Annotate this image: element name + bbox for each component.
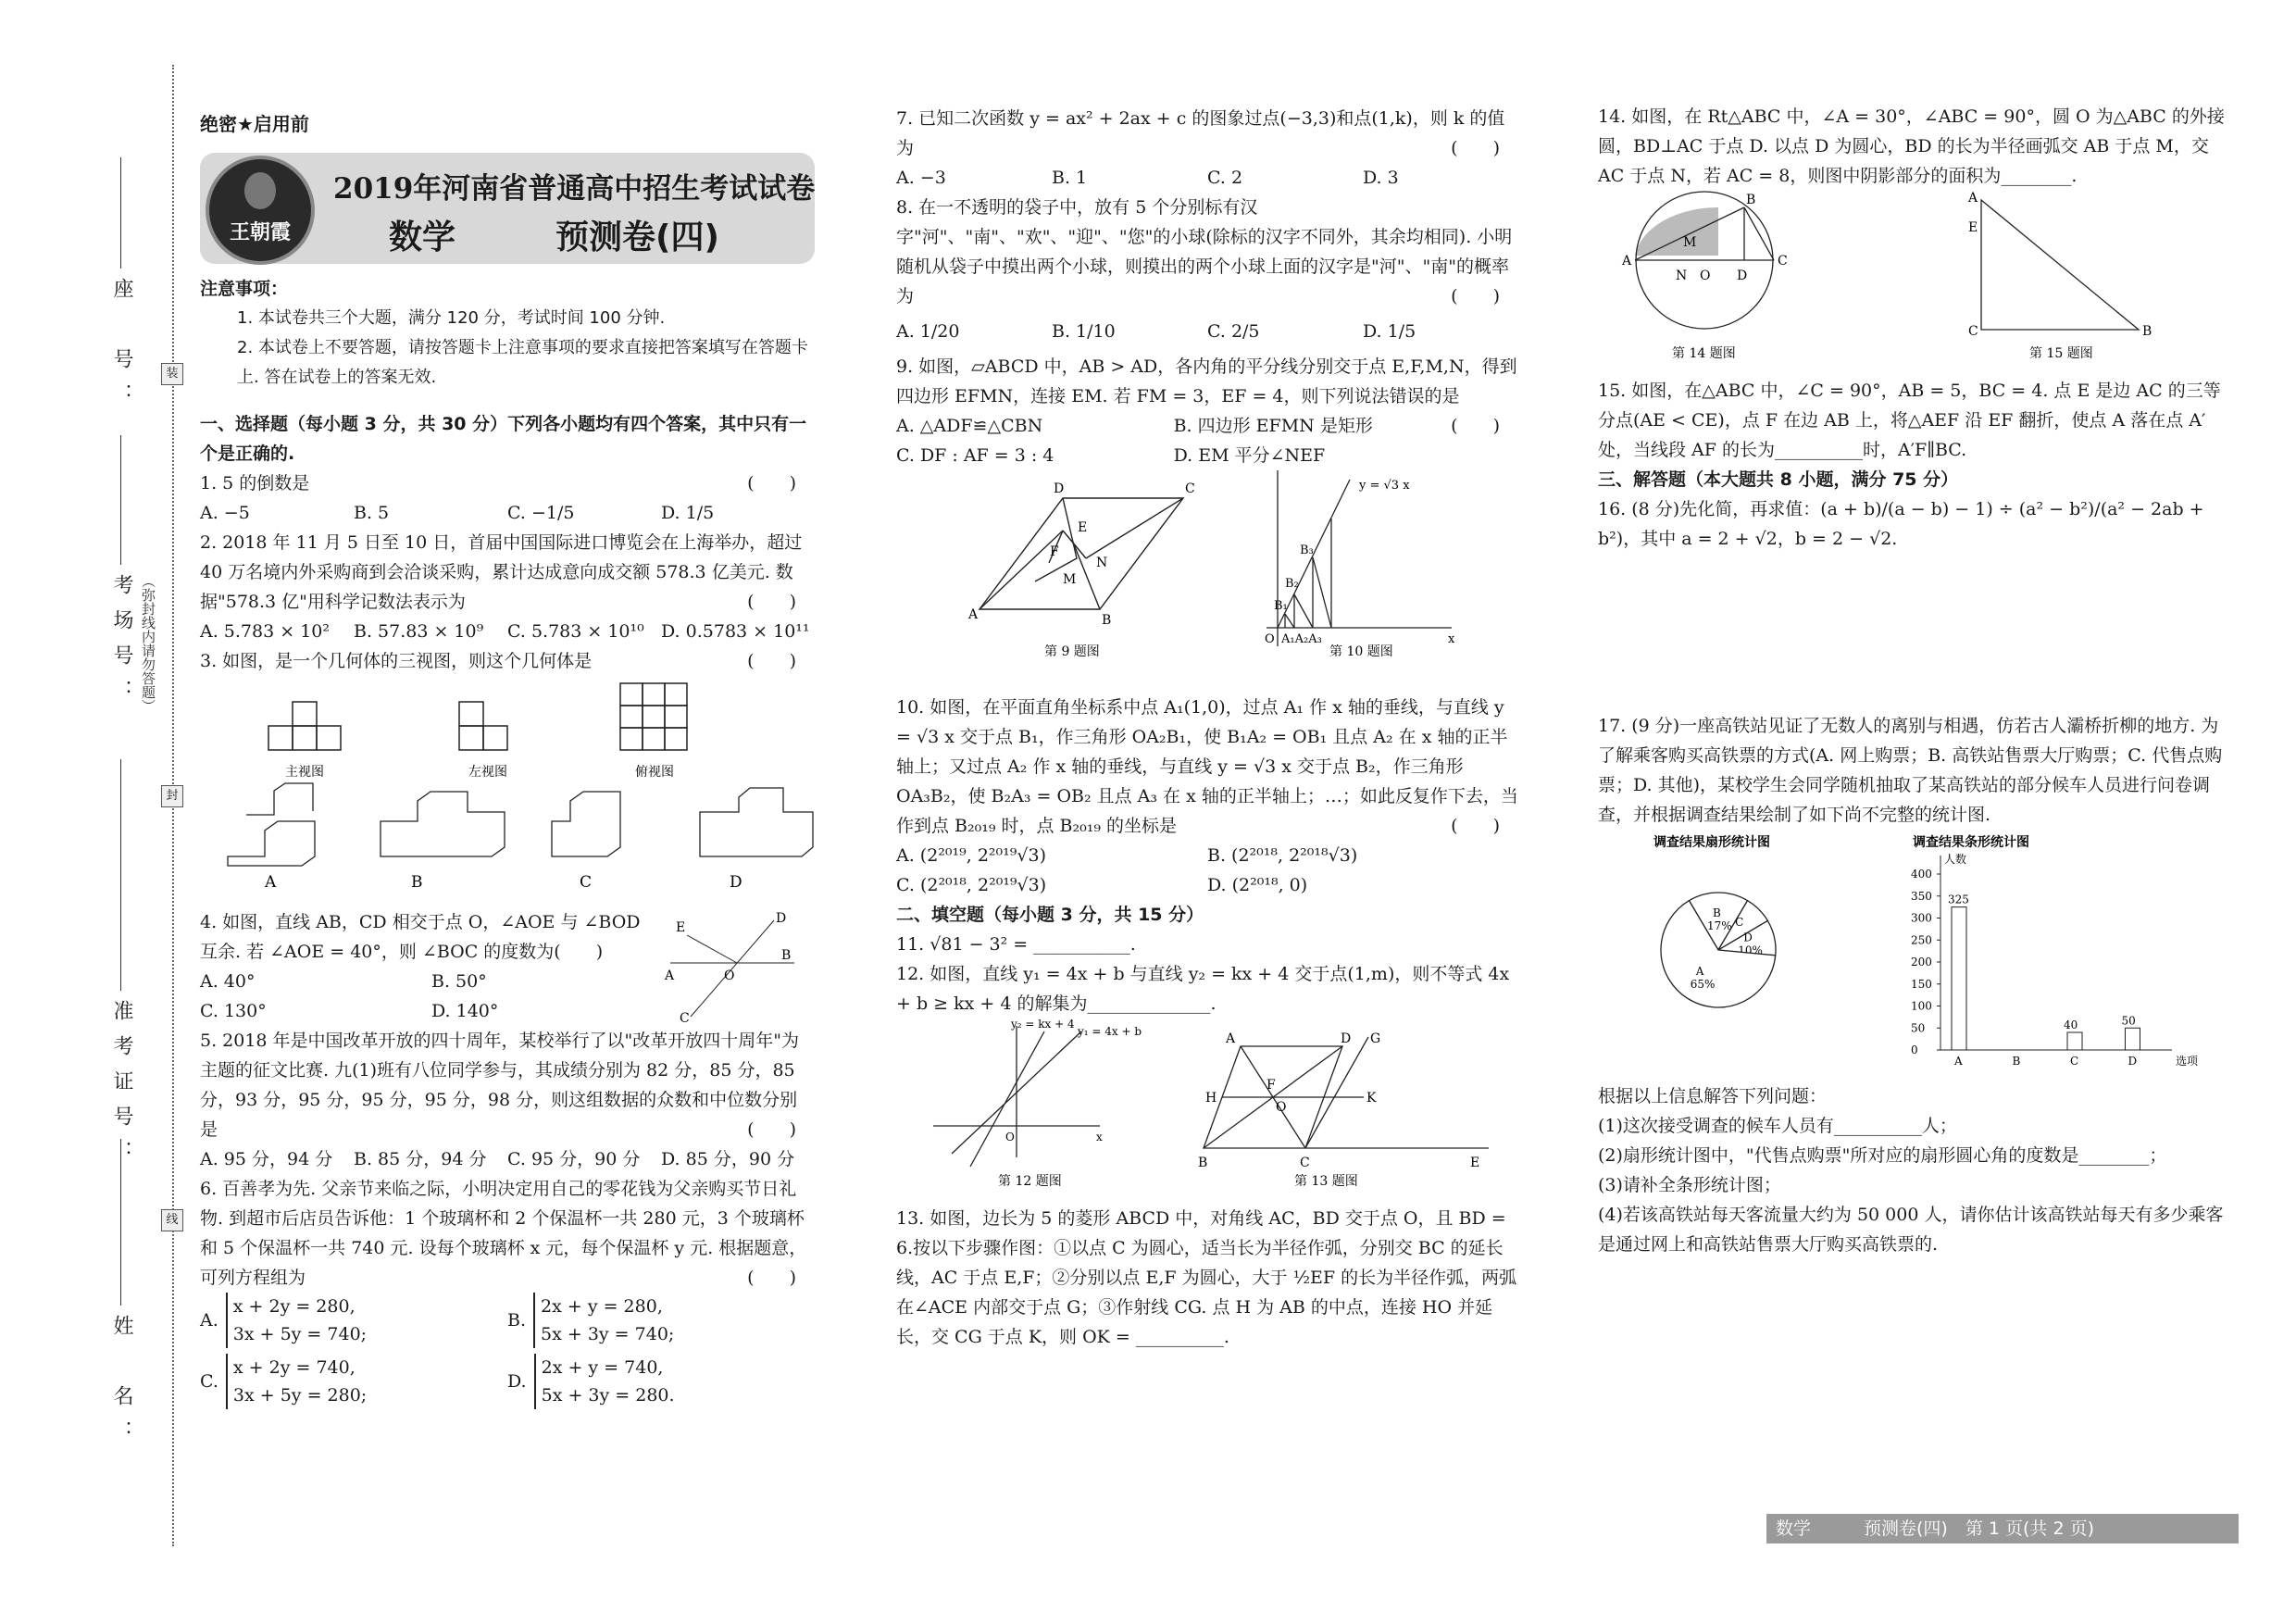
q5-option-c: C. 95 分，90 分 [507,1149,641,1169]
q6-options [200,1293,815,1409]
q15-figure [1981,200,2139,330]
svg-text:O: O [1265,632,1275,646]
q7-option-c: C. 2 [1207,168,1243,188]
q9-option-a: A. △ADF≌△CBN [896,416,1043,436]
q13-stem: 13. 如图，边长为 5 的菱形 ABCD 中，对角线 AC，BD 交于点 O，且 BD = 6.按以下步骤作图：①以点 C 为圆心，适当长为半径作弧，分别交 BC 的延长线，AC 于点 E,F；②分别以点 E,F 为圆心，大于 ½EF 的长为半径作弧，两弧在∠ACE 内部交于点 G；③作射线 CG. 点 H 为 AB 的中点，连接 HO 并延长，交 CG 于点 K，则 OK = __________. [896,1208,1517,1347]
notice-title: 注意事项： [200,279,289,299]
q6-option-c: C. x + 2y = 740, 3x + 5y = 280; [200,1354,507,1409]
bar-y-tick-label: 250 [1911,933,1932,947]
q2-option-c: C. 5.783 × 10¹⁰ [507,621,644,642]
q10-option-a: A. (2²⁰¹⁹, 2²⁰¹⁹√3) [896,845,1047,866]
q15-caption: 第 15 题图 [2029,346,2093,361]
q8-options [896,317,1518,346]
q5-option-a: A. 95 分，94 分 [200,1149,333,1169]
svg-text:x: x [1448,632,1455,646]
svg-text:C: C [1778,254,1788,269]
svg-text:D: D [776,911,787,926]
notice-item-2: 2. 本试卷上不要答题，请按答题卡上注意事项的要求直接把答案填写在答题卡上. 答在试卷上的答案无效. [237,338,808,387]
section-1-title: 一、选择题（每小题 3 分，共 30 分）下列各小题均有四个答案，其中只有一个是正确的. [200,414,807,464]
bar-category-b: B [2012,1055,2021,1068]
svg-text:B₁: B₁ [1274,599,1288,613]
svg-text:G: G [1370,1031,1381,1046]
q3-option-a: A [265,873,277,892]
q3-figure [200,676,815,898]
q7-option-d: D. 3 [1363,168,1399,188]
svg-text:H: H [1205,1091,1217,1106]
q3-left-label: 左视图 [468,765,507,780]
svg-text:D: D [1737,269,1748,283]
q5-options [200,1144,815,1174]
notice-item-1: 1. 本试卷共三个大题，满分 120 分，考试时间 100 分钟. [237,308,666,328]
bar-c [2067,1032,2082,1050]
q16-stem: 16. (8 分)先化简，再求值：(a + b)/(a − b) − 1) ÷ (a² − b²)/(a² − 2ab + b²)，其中 a = 2 + √2，b = 2 − √2. [1598,499,2204,549]
q17-sub-3: (3)请补全条形统计图； [1598,1175,1781,1195]
q12-caption: 第 12 题图 [998,1174,1062,1189]
svg-text:E: E [676,920,686,935]
q10-option-c: C. (2²⁰¹⁸, 2²⁰¹⁹√3) [896,875,1047,895]
pie-value-b: 17% [1707,918,1732,932]
name-line [120,1139,121,1306]
q4-stem: 4. 如图，直线 AB，CD 相交于点 O，∠AOE 与 ∠BOD 互余. 若 ∠AOE = 40°，则 ∠BOC 的度数为( ) [200,912,641,962]
bar-y-tick-label: 50 [1911,1021,1926,1035]
q4-option-c: C. 130° [200,1001,267,1021]
svg-text:K: K [1366,1091,1377,1106]
svg-text:O: O [724,968,735,983]
q3-left-view [459,702,507,750]
column-1 [200,274,815,1409]
q5-option-d: D. 85 分，90 分 [661,1149,795,1169]
svg-text:E: E [1968,220,1978,235]
q1-option-a: A. −5 [200,503,250,523]
q6-option-b: B. 2x + y = 280, 5x + 3y = 740; [507,1293,815,1348]
svg-text:B₂: B₂ [1285,577,1299,591]
q7-options [896,163,1518,193]
mark-zhuang: 装 [161,363,183,385]
q7-stem: 7. 已知二次函数 y = ax² + 2ax + c 的图象过点(−3,3)和点(1,k)，则 k 的值为 ( ) [896,108,1505,158]
seat-line [120,157,121,269]
q1-option-b: B. 5 [354,503,390,523]
mark-feng: 封 [161,785,183,807]
pie-label-d: D [1743,931,1753,944]
svg-text:N: N [1676,269,1688,283]
svg-text:F: F [1050,544,1059,559]
q13-caption: 第 13 题图 [1294,1174,1358,1189]
bar-value-a: 325 [1948,893,1969,906]
q11-stem: 11. √81 − 3² = ___________. [896,934,1136,955]
pie-value-a: 65% [1690,977,1716,991]
q2-option-a: A. 5.783 × 10² [200,621,330,642]
q12-figure [933,1026,1100,1167]
q17-intro: 根据以上信息解答下列问题： [1598,1086,1828,1106]
q2-options [200,617,815,646]
svg-text:O: O [1005,1131,1015,1143]
q7-option-a: A. −3 [896,168,946,188]
bar-chart-title: 调查结果条形统计图 [1913,835,2029,850]
svg-text:D: D [1054,481,1065,496]
svg-text:A: A [665,968,675,983]
svg-text:O: O [1276,1100,1287,1115]
svg-text:B: B [781,948,792,963]
secret-label: 绝密★启用前 [200,113,309,135]
column-2 [896,104,1518,1352]
q9-option-d: D. EM 平分∠NEF [1173,445,1326,466]
section-2-title: 二、填空题（每小题 3 分，共 15 分） [896,905,1204,925]
q12-labels [1005,1018,1142,1143]
q10-figure [1267,470,1452,646]
q15-stem: 15. 如图，在△ABC 中，∠C = 90°，AB = 5，BC = 4. 点 E 是边 AC 的三等分点(AE < CE)，点 F 在边 AB 上，将△AEF 沿 EF 翻折，使点 A 落在点 A′处，当线段 AF 的长为__________时，A′F∥BC. [1598,381,2221,460]
svg-text:y = √3 x: y = √3 x [1359,479,1410,493]
q8-stem: 8. 在一不透明的袋子中，放有 5 个分别标有汉字"河"、"南"、"欢"、"迎"、"您"的小球(除标的汉字不同外，其余均相同). 小明随机从袋子中摸出两个小球，则摸出的两个小球上面的汉字是"河"、"南"的概率为 ( ) [896,197,1513,306]
q10-stem: 10. 如图，在平面直角坐标系中点 A₁(1,0)，过点 A₁ 作 x 轴的垂线，与直线 y = √3 x 交于点 B₁，作三角形 OA₂B₁，使 B₁A₂ = OB₁ 且点 A₂ 在 x 轴的正半轴上；又过点 A₂ 作 x 轴的垂线，与直线 y = √3 x 交于点 B₂，作三角形 OA₃B₂，使 B₂A₃ = OB₂ 且点 A₃ 在 x 轴的正半轴上；…；如此反复作下去，当作到点 B₂₀₁₉ 时，点 B₂₀₁₉ 的坐标是 ( ) [896,697,1518,836]
q1-options [200,498,815,528]
q14-caption: 第 14 题图 [1672,346,1736,361]
q9-option-c: C. DF : AF = 3 : 4 [896,445,1054,466]
q12-stem: 12. 如图，直线 y₁ = 4x + b 与直线 y₂ = kx + 4 交于点(1,m)，则不等式 4x + b ≥ kx + 4 的解集为______________. [896,964,1510,1014]
q17-sub-2: (2)扇形统计图中，"代售点购票"所对应的扇形圆心角的度数是________； [1598,1145,2167,1166]
q5-stem: 5. 2018 年是中国改革开放的四十周年，某校举行了以"改革开放四十周年"为主题的征文比赛. 九(1)班有八位同学参与，其成绩分别为 82 分，85 分，85 分，93 分，95 分，95 分，95 分，98 分，则这组数据的众数和中位数分别是 ( ) [200,1031,800,1140]
bar-chart [1911,852,2199,1068]
q17-sub-1: (1)这次接受调查的候车人员有__________人； [1598,1116,1957,1136]
bar-x-label: 选项 [2176,1055,2199,1068]
svg-text:N: N [1096,556,1108,570]
pie-chart [1661,893,1776,1007]
q3-option-c: C [580,873,593,892]
svg-text:M: M [1683,235,1697,250]
svg-text:F: F [1267,1078,1276,1093]
bar-d [2126,1028,2140,1050]
q2-option-b: B. 57.83 × 10⁹ [354,621,484,642]
logo-seal [206,156,315,265]
svg-text:A₁A₂A₃: A₁A₂A₃ [1281,632,1322,646]
q3-front-label: 主视图 [285,765,324,780]
svg-text:C: C [680,1011,690,1026]
bar-value-c: 40 [2064,1018,2078,1031]
q12-q13-figures [896,1018,1518,1194]
svg-text:A: A [1622,254,1632,269]
q3-stem: 3. 如图，是一个几何体的三视图，则这个几何体是 ( ) [200,651,796,671]
q17-sub-4: (4)若该高铁站每天客流量大约为 50 000 人，请你估计该高铁站每天有多少乘客是通过网上和高铁站售票大厅购买高铁票的. [1598,1205,2224,1255]
exam-room-line [120,435,121,565]
svg-text:A: A [1226,1031,1236,1046]
bar-y-tick-label: 350 [1911,889,1932,903]
bar-y-label: 人数 [1944,853,1967,866]
subject-title: 数学 [389,219,456,256]
svg-text:C: C [1968,324,1978,339]
column-3 [1598,102,2231,1259]
q1-stem: 1. 5 的倒数是 ( ) [200,473,796,494]
exam-room-label: 考场号： [110,574,133,715]
q9-options [896,411,1451,470]
q9-figure [980,498,1183,609]
q5-option-b: B. 85 分，94 分 [354,1149,487,1169]
svg-text:M: M [1063,572,1077,587]
name-label: 姓 名： [110,1315,133,1456]
bar-y-tick-label: 150 [1911,977,1932,991]
svg-text:B: B [1198,1156,1208,1170]
q3-solids [228,783,813,866]
q3-top-label: 俯视图 [635,765,674,780]
q8-option-d: D. 1/5 [1363,321,1416,342]
q9-caption: 第 9 题图 [1044,644,1100,659]
seat-label: 座 号： [110,278,133,419]
q10-options [896,841,1518,900]
q14-stem: 14. 如图，在 Rt△ABC 中，∠A = 30°，∠ABC = 90°，圆 O 为△ABC 的外接圆，BD⊥AC 于点 D. 以点 D 为圆心，BD 的长为半径画弧交 AB 于点 M，交 AC 于点 N，若 AC = 8，则图中阴影部分的面积为________. [1598,106,2225,186]
q6-option-d: D. 2x + y = 740, 5x + 3y = 280. [507,1354,815,1409]
mark-xian: 线 [161,1209,183,1231]
q13-labels [1198,1031,1479,1170]
q3-option-d: D [730,873,742,892]
q3-front-view [268,702,341,750]
q2-option-d: D. 0.5783 × 10¹¹ [661,621,810,642]
q3-top-view [620,683,687,750]
bar-category-a: A [1954,1055,1963,1068]
q4-options [200,967,663,1026]
q4-option-d: D. 140° [431,1001,499,1021]
bar-y-tick-label: 400 [1911,868,1932,881]
q1-option-c: C. −1/5 [507,503,575,523]
svg-text:B: B [1102,613,1112,628]
q4-option-b: B. 50° [431,971,487,992]
paper-title: 预测卷(四) [555,219,719,256]
admission-label: 准考证号： [110,1000,133,1176]
pie-chart-title: 调查结果扇形统计图 [1653,835,1770,850]
q8-option-b: B. 1/10 [1052,321,1116,342]
svg-text:D: D [1341,1031,1352,1046]
svg-text:x: x [1096,1131,1103,1143]
q9-option-b: B. 四边形 EFMN 是矩形 [1173,416,1373,436]
admission-line [120,759,121,991]
svg-text:B: B [1746,193,1756,207]
q4-option-a: A. 40° [200,971,256,992]
bar-a [1952,907,1966,1050]
svg-text:y₁ = 4x + b: y₁ = 4x + b [1078,1025,1142,1038]
bar-y-tick-label: 100 [1911,999,1932,1013]
bar-category-d: D [2128,1055,2138,1068]
q14-q15-figures [1598,191,2231,367]
q10-labels [1265,479,1455,646]
svg-text:E: E [1470,1156,1480,1170]
q9-labels [967,481,1195,628]
q8-option-c: C. 2/5 [1207,321,1260,342]
bar-y-tick-label: 300 [1911,911,1932,925]
svg-text:A: A [968,607,979,622]
exam-title: 2019年河南省普通高中招生考试试卷 [333,172,816,206]
svg-text:E: E [1078,520,1088,535]
q10-caption: 第 10 题图 [1329,644,1393,659]
svg-text:C: C [1300,1156,1310,1170]
pie-label-a: A [1695,964,1704,978]
q4-figure [663,907,802,1026]
logo-emblem-icon [244,172,276,209]
q9-stem: 9. 如图，▱ABCD 中，AB > AD，各内角的平分线分别交于点 E,F,M,N，得到四边形 EFMN，连接 EM. 若 FM = 3，EF = 4，则下列说法错误的是 ( ) [896,356,1517,436]
svg-text:C: C [1185,481,1195,496]
q10-option-d: D. (2²⁰¹⁸, 0) [1207,875,1308,895]
q1-option-d: D. 1/5 [661,503,715,523]
q3-option-b: B [411,873,423,892]
pie-label-c: C [1735,915,1744,929]
svg-text:B₃: B₃ [1300,544,1314,557]
svg-text:A: A [1968,191,1978,206]
page-footer: 数学 预测卷(四) 第 1 页(共 2 页) [1766,1514,2239,1543]
svg-text:B: B [2142,324,2152,339]
q4-block [200,907,815,1026]
logo-text: 王朝霞 [229,220,291,244]
q7-option-b: B. 1 [1052,168,1088,188]
svg-text:y₂ = kx + 4: y₂ = kx + 4 [1011,1018,1075,1031]
q9-q10-figures [896,470,1518,683]
q17-stem: 17. (9 分)一座高铁站见证了无数人的离别与相遇，仿若古人灞桥折柳的地方. 为了解乘客购买高铁票的方式(A. 网上购票；B. 高铁站售票大厅购票；C. 代售点购票；D. 其他)，某校学生会同学随机抽取了某高铁站的部分候车人员进行问卷调查，并根据调查结果绘制了如下尚不完整的统计图. [1598,716,2223,825]
section-3-title: 三、解答题（本大题共 8 小题，满分 75 分） [1598,469,1959,490]
pie-label-b: B [1713,906,1721,919]
q10-option-b: B. (2²⁰¹⁸, 2²⁰¹⁸√3) [1207,845,1358,866]
q8-option-a: A. 1/20 [896,321,960,342]
seal-note: （弥封线内请勿答题） [140,574,156,713]
q14-figure [1635,192,1774,329]
q17-charts [1598,830,2231,1072]
bar-value-d: 50 [2121,1014,2136,1028]
q13-figure [1204,1037,1489,1148]
bar-category-c: C [2070,1055,2079,1068]
q2-stem: 2. 2018 年 11 月 5 日至 10 日，首届中国国际进口博览会在上海举办，超过 40 万名境内外采购商到会洽谈采购，累计达成意向成交额 578.3 亿美元. 数据"578.3 亿"用科学记数法表示为 ( ) [200,532,803,612]
q6-option-a: A. x + 2y = 280, 3x + 5y = 740; [200,1293,507,1348]
pie-value-d: 10% [1738,943,1763,957]
svg-text:O: O [1700,269,1711,283]
bar-y-tick-label: 0 [1911,1043,1918,1056]
q6-stem: 6. 百善孝为先. 父亲节来临之际，小明决定用自己的零花钱为父亲购买节日礼物. 到超市后店员告诉他：1 个玻璃杯和 2 个保温杯一共 280 元，3 个玻璃杯和 5 个保温杯一共 740 元. 设每个玻璃杯 x 元，每个保温杯 y 元. 根据题意，可列方程组为 ( ) [200,1179,807,1288]
bar-y-tick-label: 200 [1911,956,1932,968]
